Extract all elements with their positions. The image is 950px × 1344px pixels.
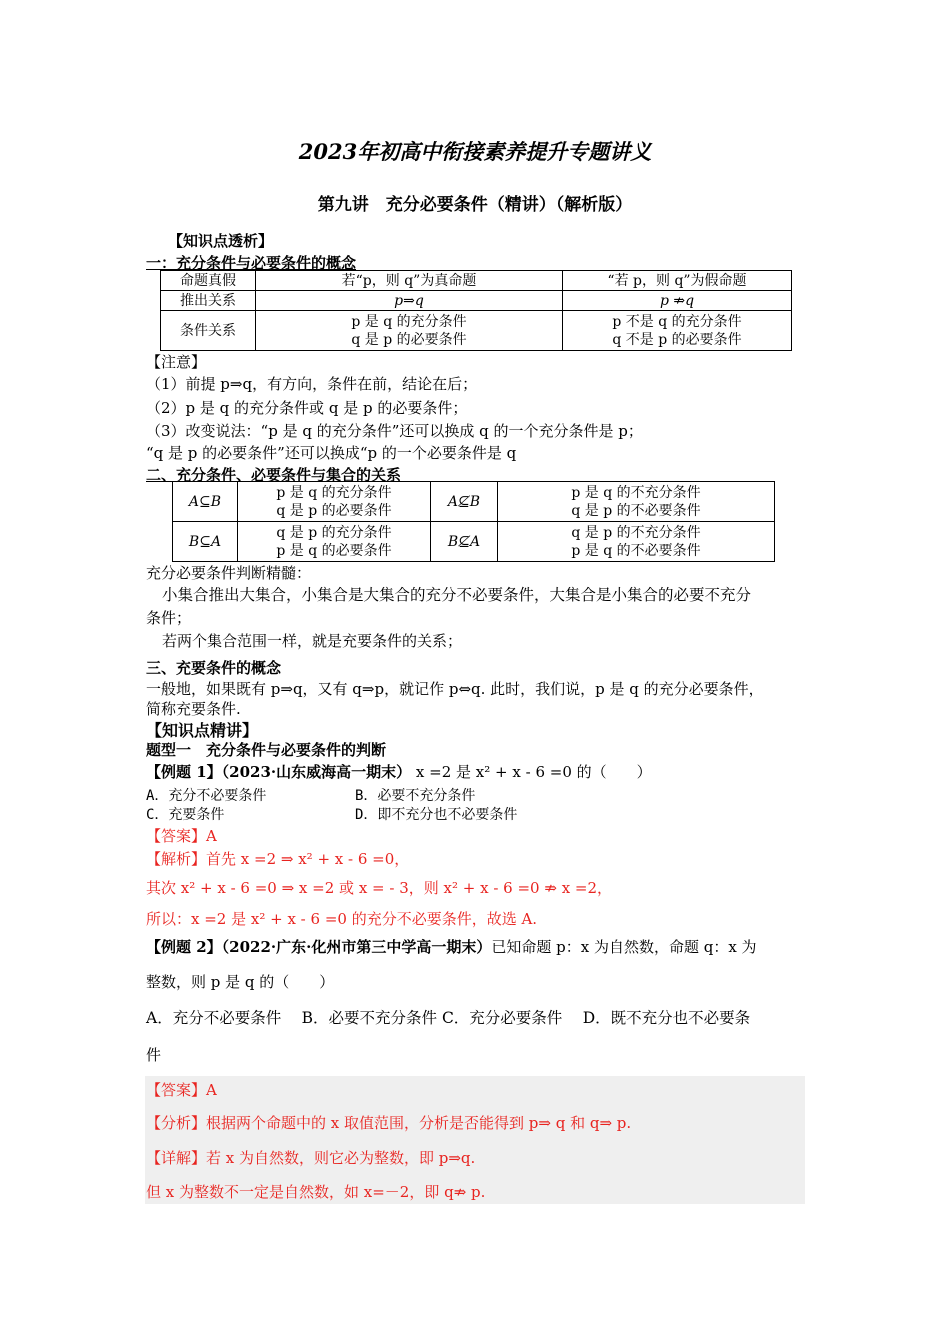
- t2-r1-ncond-b: q 是 p 的不必要条件: [571, 502, 701, 519]
- tip-1a: 小集合推出大集合，小集合是大集合的充分不必要条件，大集合是小集合的必要不充分: [162, 586, 752, 604]
- tip-title: 充分必要条件判断精髓：: [146, 564, 312, 582]
- t2-r2-ncond-a: q 是 p 的不充分条件: [571, 524, 701, 541]
- section-knowledge-heading: 【知识点透析】: [168, 232, 274, 250]
- note-title: 【注意】: [146, 353, 207, 371]
- ex2-line-1: [146, 937, 757, 957]
- ex1-opt-a: A．充分不必要条件: [146, 788, 267, 804]
- t2-r1-ncond-a: p 是 q 的不充分条件: [571, 484, 701, 501]
- t2-r2-set: B⊆A: [173, 522, 238, 562]
- note-3: （3）改变说法：“p 是 q 的充分条件”还可以换成 q 的一个充分条件是 p；: [146, 422, 643, 440]
- t1-header-0: 命题真假: [161, 271, 256, 291]
- s3-heading: 三、充要条件的概念: [146, 659, 282, 677]
- t1-r2-2: p ⇏q: [563, 291, 792, 311]
- ex1-opt-b: B．必要不充分条件: [355, 788, 476, 804]
- ex1-label: 【例题 1】（2023·山东威海高一期末）: [146, 763, 412, 781]
- ex2-last: 但 x 为整数不一定是自然数，如 x=－2，即 q⇏ p.: [146, 1183, 486, 1201]
- s1-heading: 一：充分条件与必要条件的概念: [146, 254, 357, 272]
- t2-r2-cond: [238, 522, 431, 562]
- doc-title: 2023年初高中衔接素养提升专题讲义: [298, 139, 652, 164]
- ex2-stem-1: 已知命题 p：x 为自然数，命题 q：x 为: [491, 938, 757, 956]
- note-1: （1）前提 p⇒q，有方向，条件在前，结论在后；: [146, 375, 478, 393]
- doc-subtitle: 第九讲 充分必要条件（精讲）（解析版）: [317, 195, 633, 215]
- note-2: （2）p 是 q 的充分条件或 q 是 p 的必要条件；: [146, 399, 468, 417]
- t2-r1-cond: [238, 482, 431, 522]
- ex2-options-cont: 件: [146, 1046, 162, 1064]
- t1-r3-2: [563, 311, 792, 351]
- ex1-analysis-1: 【解析】首先 x =2 ⇒ x² + x - 6 =0，: [146, 850, 410, 868]
- s3-text-1: 一般地，如果既有 p⇒q，又有 q⇒p，就记作 p⇔q. 此时，我们说，p 是 q 的充分必要条件，: [146, 680, 764, 698]
- ex1-stem: x =2 是 x² + x - 6 =0 的（ ）: [415, 763, 652, 781]
- t1-header-2: “若 p，则 q”为假命题: [563, 271, 792, 291]
- note-4: “q 是 p 的必要条件”还可以换成“p 的一个必要条件是 q: [146, 444, 517, 462]
- ex1-analysis-2: 其次 x² + x - 6 =0 ⇒ x =2 或 x = - 3，则 x² + x - 6 =0 ⇏ x =2，: [146, 879, 613, 897]
- ex2-xiangjie: 【详解】若 x 为自然数，则它必为整数，即 p⇒q.: [146, 1149, 476, 1167]
- t2-r2-cond-b: p 是 q 的必要条件: [276, 542, 392, 559]
- t1-r2-1: p⇒q: [256, 291, 563, 311]
- t2-r2-notset: B⊈A: [431, 522, 498, 562]
- t1-r3-1a: p 是 q 的充分条件: [351, 313, 467, 330]
- s2-heading: 二、充分条件、必要条件与集合的关系: [146, 466, 402, 484]
- t2-r2-cond-a: q 是 p 的充分条件: [276, 524, 392, 541]
- tip-2: 若两个集合范围一样，就是充要条件的关系；: [162, 632, 463, 650]
- concept-table: [160, 270, 792, 351]
- ex1-line: [146, 762, 652, 782]
- t1-r3-2a: p 不是 q 的充分条件: [612, 313, 742, 330]
- set-table: [172, 481, 775, 562]
- t1-r3-0: 条件关系: [161, 311, 256, 351]
- t2-r1-cond-a: p 是 q 的充分条件: [276, 484, 392, 501]
- ex2-stem-2: 整数，则 p 是 q 的（ ）: [146, 973, 335, 991]
- ex2-answer: 【答案】A: [146, 1081, 217, 1099]
- t2-r1-ncond: [498, 482, 775, 522]
- ex1-opt-d: D．即不充分也不必要条件: [355, 807, 518, 823]
- ex1-answer: 【答案】A: [146, 827, 217, 845]
- t2-r1-set: A⊆B: [173, 482, 238, 522]
- t2-r2-ncond: [498, 522, 775, 562]
- t1-header-1: 若“p，则 q”为真命题: [256, 271, 563, 291]
- t2-r2-ncond-b: p 是 q 的不必要条件: [571, 542, 701, 559]
- t2-r1-notset: A⊈B: [431, 482, 498, 522]
- ex2-fenxi: 【分析】根据两个命题中的 x 取值范围，分析是否能得到 p⇒ q 和 q⇒ p.: [146, 1114, 632, 1132]
- t1-r3-1: [256, 311, 563, 351]
- ex1-analysis-3: 所以：x =2 是 x² + x - 6 =0 的充分不必要条件，故选 A.: [146, 910, 538, 928]
- section-lecture-heading: 【知识点精讲】: [146, 721, 259, 740]
- type1-heading: 题型一 充分条件与必要条件的判断: [146, 741, 387, 759]
- t2-r1-cond-b: q 是 p 的必要条件: [276, 502, 392, 519]
- s3-text-2: 简称充要条件.: [146, 700, 241, 718]
- ex2-label: 【例题 2】（2022·广东·化州市第三中学高一期末）: [146, 938, 492, 956]
- t1-r2-0: 推出关系: [161, 291, 256, 311]
- ex1-opt-c: C．充要条件: [146, 807, 225, 823]
- t1-r3-2b: q 不是 p 的必要条件: [612, 331, 742, 348]
- tip-1b: 条件；: [146, 609, 192, 627]
- ex2-options: A．充分不必要条件 B．必要不充分条件 C．充分必要条件 D．既不充分也不必要条: [146, 1009, 751, 1027]
- t1-r3-1b: q 是 p 的必要条件: [351, 331, 467, 348]
